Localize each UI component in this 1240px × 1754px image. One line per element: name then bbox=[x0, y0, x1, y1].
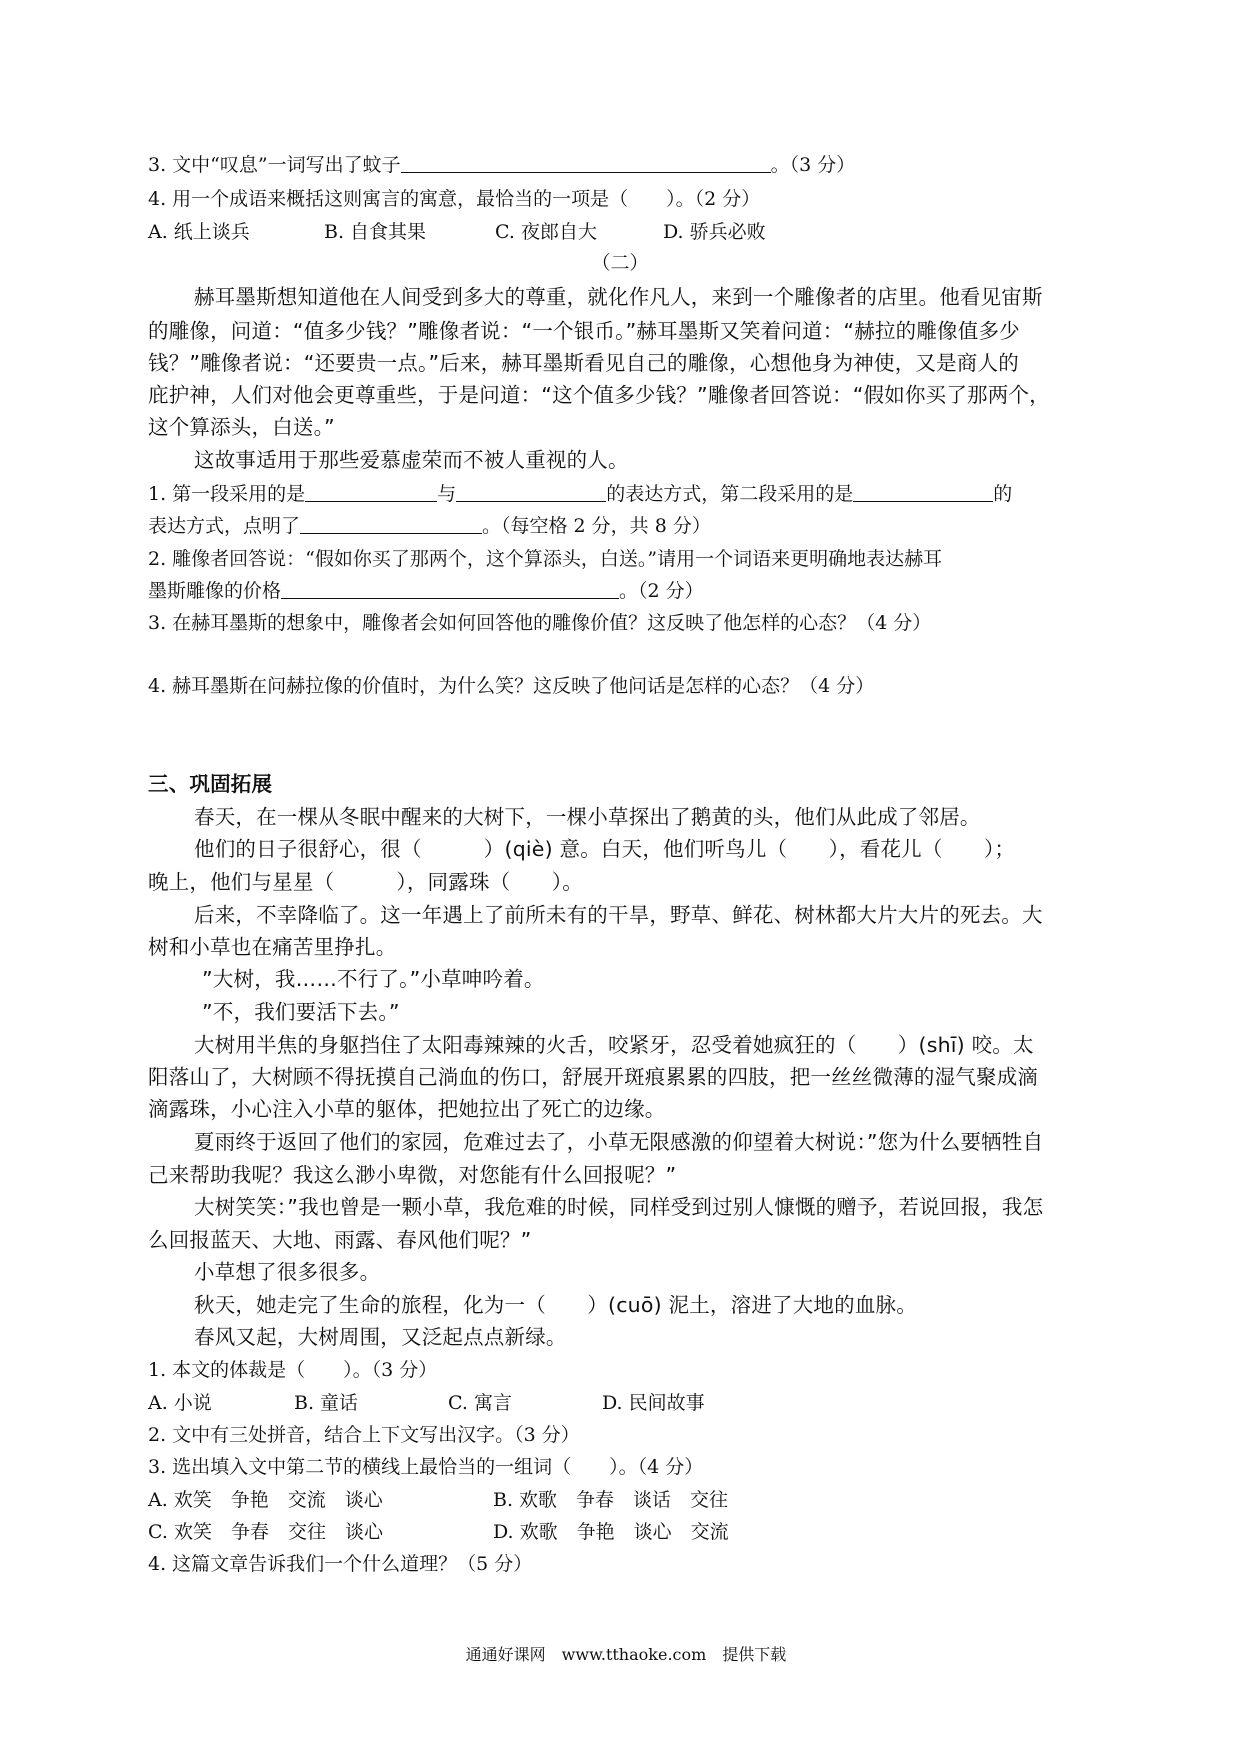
section-heading-two: （二） bbox=[591, 252, 649, 274]
passage-line: 滴露珠，小心注入小草的躯体，把她拉出了死亡的边缘。 bbox=[148, 1097, 666, 1121]
answer-blank[interactable] bbox=[456, 481, 606, 502]
story-line: 赫耳墨斯想知道他在人间受到多大的尊重，就化作凡人，来到一个雕像者的店里。他看见宙斯 bbox=[194, 285, 1043, 309]
answer-blank[interactable] bbox=[305, 481, 437, 502]
p2-q1-text: 1. 第一段采用的是 bbox=[148, 483, 306, 505]
passage-line: 春天，在一棵从冬眠中醒来的大树下，一棵小草探出了鹅黄的头，他们从此成了邻居。 bbox=[194, 805, 981, 829]
passage-line: 晚上，他们与星星（ ），同露珠（ ）。 bbox=[148, 870, 583, 894]
option-b: B. 欢歌 争春 谈话 交往 bbox=[493, 1489, 729, 1511]
p2-question-2-cont bbox=[148, 578, 704, 604]
p3-q3-options-row1 bbox=[148, 1487, 728, 1513]
p2-q1-text: 的 bbox=[993, 483, 1013, 505]
passage-line: 大树笑笑：”我也曾是一颗小草，我危难的时候，同样受到过别人慷慨的赠予，若说回报，我怎 bbox=[194, 1195, 1044, 1219]
p2-q2-score: 。（2 分） bbox=[619, 580, 704, 602]
answer-blank[interactable] bbox=[401, 152, 771, 173]
passage-line: 大树用半焦的身躯挡住了太阳毒辣辣的火舌，咬紧牙，忍受着她疯狂的（ ）(shī) 咬。太 bbox=[194, 1033, 1034, 1057]
story-line: 的雕像，问道：“值多少钱？”雕像者说：“一个银币。”赫耳墨斯又笑着问道：“赫拉的雕像值多少 bbox=[148, 319, 1020, 343]
option-c: C. 夜郎自大 bbox=[495, 221, 597, 243]
page-footer: 通通好课网 www.tthaoke.com 提供下载 bbox=[465, 1645, 787, 1664]
passage-line: 树和小草也在痛苦里挣扎。 bbox=[148, 935, 397, 959]
p2-q1-text: 的表达方式，第二段采用的是 bbox=[606, 483, 854, 505]
section-heading-three: 三、巩固拓展 bbox=[148, 772, 273, 796]
option-a: A. 纸上谈兵 bbox=[148, 221, 250, 243]
story-line: 这个算添头，白送。” bbox=[148, 415, 335, 439]
option-c: C. 寓言 bbox=[448, 1392, 512, 1414]
story-moral: 这故事适用于那些爱慕虚荣而不被人重视的人。 bbox=[194, 448, 629, 472]
p3-question-1: 1. 本文的体裁是（ ）。（3 分） bbox=[148, 1359, 438, 1381]
option-b: B. 自食其果 bbox=[324, 221, 427, 243]
passage-line: ”不，我们要活下去。” bbox=[202, 1000, 400, 1024]
p2-q1-score: 。（每空格 2 分，共 8 分） bbox=[482, 515, 711, 537]
answer-blank[interactable] bbox=[853, 481, 993, 502]
p2-q1-text: 与 bbox=[437, 483, 457, 505]
p3-q3-options-row2 bbox=[148, 1519, 729, 1545]
passage-line: 秋天，她走完了生命的旅程，化为一（ ）(cuō) 泥土，溶进了大地的血脉。 bbox=[194, 1293, 917, 1317]
story-line: 钱？”雕像者说：“还要贵一点。”后来，赫耳墨斯看见自己的雕像，心想他身为神使，又是商人的 bbox=[148, 351, 1019, 375]
p3-question-3: 3. 选出填入文中第二节的横线上最恰当的一组词（ ）。（4 分） bbox=[148, 1456, 704, 1478]
passage-line: 么回报蓝天、大地、雨露、春风他们呢？” bbox=[148, 1228, 532, 1252]
p1-question-3 bbox=[148, 152, 855, 178]
p2-question-1-cont bbox=[148, 513, 711, 539]
p3-question-2: 2. 文中有三处拼音，结合上下文写出汉字。（3 分） bbox=[148, 1424, 580, 1446]
passage-line: 己来帮助我呢？我这么渺小卑微，对您能有什么回报呢？” bbox=[148, 1163, 677, 1187]
option-b: B. 童话 bbox=[294, 1392, 359, 1414]
p3-q1-options bbox=[148, 1390, 705, 1416]
passage-line: 夏雨终于返回了他们的家园，危难过去了，小草无限感激的仰望着大树说：”您为什么要牺牲自 bbox=[194, 1130, 1044, 1154]
passage-line: 春风又起，大树周围，又泛起点点新绿。 bbox=[194, 1325, 567, 1349]
p1-q4-options bbox=[148, 219, 766, 245]
p2-question-2: 2. 雕像者回答说：“假如你买了那两个，这个算添头，白送。”请用一个词语来更明确地表达赫耳 bbox=[148, 548, 943, 570]
passage-line: ”大树，我……不行了。”小草呻吟着。 bbox=[202, 967, 545, 991]
p2-question-4: 4. 赫耳墨斯在问赫拉像的价值时，为什么笑？这反映了他问话是怎样的心态？（4 分） bbox=[148, 675, 875, 697]
option-a: A. 小说 bbox=[148, 1392, 212, 1414]
passage-line: 小草想了很多很多。 bbox=[194, 1260, 381, 1284]
p1-q3-score: 。（3 分） bbox=[770, 154, 856, 176]
passage-line: 他们的日子很舒心，很（ ）(qiè) 意。白天，他们听鸟儿（ ），看花儿（ ）； bbox=[194, 837, 1016, 861]
option-d: D. 骄兵必败 bbox=[663, 221, 766, 243]
option-d: D. 欢歌 争艳 谈心 交流 bbox=[493, 1521, 729, 1543]
option-a: A. 欢笑 争艳 交流 谈心 bbox=[148, 1489, 383, 1511]
p2-q2-text: 墨斯雕像的价格 bbox=[148, 580, 282, 602]
p2-question-1 bbox=[148, 481, 1012, 507]
p3-question-4: 4. 这篇文章告诉我们一个什么道理？（5 分） bbox=[148, 1553, 533, 1575]
p2-q1-text: 表达方式，点明了 bbox=[148, 515, 301, 537]
answer-blank[interactable] bbox=[300, 513, 482, 534]
passage-line: 后来，不幸降临了。这一年遇上了前所未有的干旱，野草、鲜花、树林都大片大片的死去。大 bbox=[194, 903, 1043, 927]
story-line: 庇护神，人们对他会更尊重些，于是问道：“这个值多少钱？”雕像者回答说：“假如你买了那两个， bbox=[148, 383, 1050, 407]
p1-question-4: 4. 用一个成语来概括这则寓言的寓意，最恰当的一项是（ ）。（2 分） bbox=[148, 188, 761, 210]
option-c: C. 欢笑 争春 交往 谈心 bbox=[148, 1521, 383, 1543]
answer-blank[interactable] bbox=[281, 578, 619, 599]
p2-question-3: 3. 在赫耳墨斯的想象中，雕像者会如何回答他的雕像价值？这反映了他怎样的心态？（4 分） bbox=[148, 612, 932, 634]
p1-q3-text: 3. 文中“叹息”一词写出了蚊子 bbox=[148, 154, 401, 176]
passage-line: 阳落山了，大树顾不得抚摸自己淌血的伤口，舒展开斑痕累累的四肢，把一丝丝微薄的湿气聚成滴 bbox=[148, 1065, 1039, 1089]
option-d: D. 民间故事 bbox=[602, 1392, 705, 1414]
